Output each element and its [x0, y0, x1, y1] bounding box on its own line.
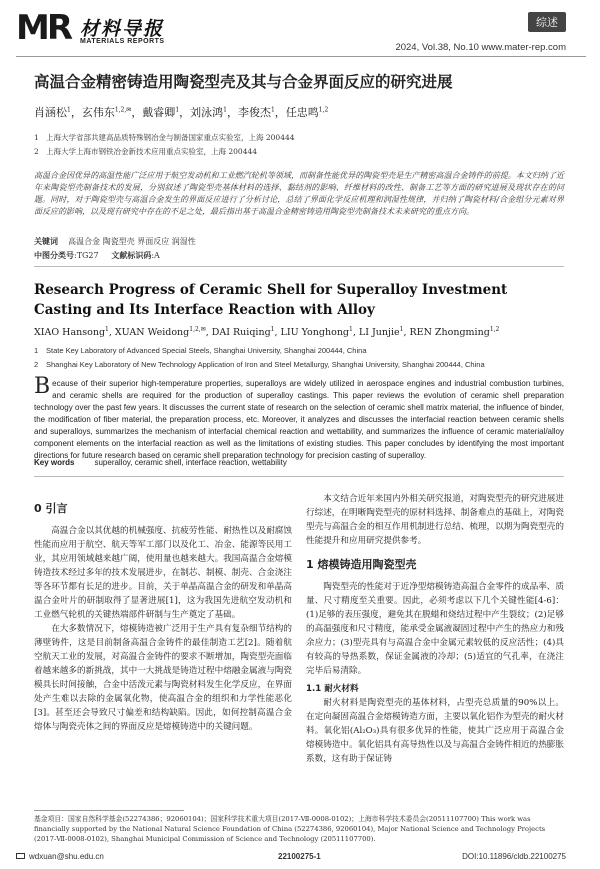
section-heading: 1 熔模铸造用陶瓷型壳: [306, 558, 417, 571]
page-title-en: Research Progress of Ceramic Shell for Superalloy Investment Casting and Its Interface Reaction with Alloy: [34, 282, 508, 318]
author-list-en: XIAO Hansong$^1$, XUAN Weidong$^{1,2,✉}$, DAI Ruiqing$^1$, LIU Yonghong$^1$, LI Junjie$^1$, REN Zhongming$^{1,2}$: [34, 326, 500, 339]
footnote-divider: [34, 810, 184, 811]
envelope-icon: [16, 853, 25, 859]
affiliation-cn-2: 2 上海大学上海市钢铁冶金新技术应用重点实验室，上海 200444: [34, 147, 258, 156]
divider: [34, 476, 564, 477]
journal-logo: [16, 8, 276, 52]
abstract-cn: 高温合金因优异的高温性能广泛应用于航空发动机和工业燃汽轮机等领域，而制备性能优异的陶瓷型壳是生产精密高温合金铸件的前提。本文归纳了近年来陶瓷型壳制备技术的发展，分别叙述了陶瓷型壳基体材料的选择、黏结剂的影响、纤维材料的改性、制备工艺等方面的研究进展及现状存在的问题。同时，对于陶瓷型壳与高温合金发生的界面反应进行了分析讨论，总结了界面化学反应机理和润湿性规律，并归纳了陶瓷材料/合金组分元素对界面反应的影响，以及现有研究中存在的不足之处，最后指出基于高温合金精密铸造用陶瓷型壳制备技术未来研究的重点方向。: [34, 171, 564, 216]
paragraph: 本文结合近年来国内外相关研究报道，对陶瓷型壳的研究进展进行综述，在明晰陶瓷型壳的原材料选择、制备难点的基础上，对陶瓷型壳与高温合金的相互作用机制进行总结、梳理，以期为陶瓷型壳的性能提升和应用研究提供参考。: [306, 494, 564, 546]
affiliation-en-2: 2 Shanghai Key Laboratory of New Technology Application of Iron and Steel Metallurgy, Shanghai University, Shanghai 200444, China: [34, 360, 485, 369]
subsection-heading: 1.1 耐火材料: [306, 684, 359, 694]
paragraph: 耐火材料是陶瓷型壳的基体材料，占型壳总质量的90%以上。在定向凝固高温合金熔模铸造方面，主要以氧化铝作为型壳的耐火材料。氧化铝(Al₂O₃)具有很多优异的性能，使其广泛应用于高温合金熔模铸造中。氧化铝具有高导热性以及与高温合金铸件相近的热膨胀系数，这有助于保证铸: [306, 698, 564, 764]
divider: [34, 266, 564, 267]
journal-name-cn: 材料导报: [80, 18, 165, 40]
journal-name-en: MATERIALS REPORTS: [80, 38, 165, 45]
drop-cap: B: [34, 374, 51, 399]
section-badge: 综述: [528, 12, 566, 32]
page-number: 22100275-1: [278, 852, 321, 861]
paragraph: 高温合金以其优越的机械强度、抗疲劳性能、耐热性以及耐腐蚀性能而应用于航空、航天等军工部门以及化工、冶金、能源等民用工业，其应用领域越来越广阔，使用量也越来越大。我国高温合金熔模铸造技术经过多年的技术发展进步，在制芯、制模、制壳、合金浇注等各环节都有长足的进步。目前，关于单晶高温合金的研发和单晶高温合金叶片的研制取得了显著进展[1]，这为我国先进航空发动机和工业燃气轮机的关键热端部件研制与生产奠定了基础。: [34, 526, 292, 620]
paragraph: 陶瓷型壳的性能对于近净型熔模铸造高温合金零件的成品率、质量、尺寸精度至关重要。因此，必须考虑以下几个关键性能[4-6]：(1)足够的表压强度，避免其在脱蜡和烧结过程中产生裂纹；(2)足够的高温强度和尺寸精度，能承受金属液凝固过程中产生的热应力和残余应力；(3)型壳具有与高温合金中金属元素较低的反应活性；(4)具有较高的导热系数，保证金属液的冷却；(5)适宜的气孔率，在浇注完毕后易清除。: [306, 582, 564, 676]
keywords-cn: 关键词 高温合金 陶瓷型壳 界面反应 润湿性: [34, 236, 196, 246]
corresponding-email[interactable]: wdxuan@shu.edu.cn: [16, 852, 104, 861]
page-title-cn: 高温合金精密铸造用陶瓷型壳及其与合金界面反应的研究进展: [34, 73, 453, 91]
paragraph: 在大多数情况下，熔模铸造被广泛用于生产具有复杂细节结构的薄壁铸件，这是目前制备高温合金铸件的最佳制造工艺[2]。随着航空航天工业的发展，对高温合金铸件的要求不断增加，陶瓷型壳面临着越来越多的新挑战，其中一大挑战是铸造过程中熔融金属液与陶瓷模具长时间接触，合金中活泼元素与陶瓷材料发生化学反应，在界面处产生难以去除的金属氧化物，使高温合金的组织和力学性能恶化[3]。甚至还会导致尺寸偏差和结构缺陷。因此，如何控制高温合金熔体与陶瓷壳体之间的界面反应是熔模铸造中的关键问题。: [34, 624, 292, 732]
header-divider: [16, 56, 586, 57]
affiliation-en-1: 1 State Key Laboratory of Advanced Special Steels, Shanghai University, Shanghai 200444, China: [34, 346, 367, 355]
abstract-en: Because of their superior high-temperature properties, superalloys are widely utilized in aerospace engines and industrial combustion turbines, and ceramic shells are required for the production of superalloy castings. This paper reviews the evolution of ceramic shell preparation technology over the past few years. It discusses the current state of research on the selection of ceramic shell matrix material, the influence of binder, the modification of fiber material, the preparation process, etc. Moreover, it analyzes and discusses the interfacial reaction between ceramic shells and superalloys, summarizes the mechanism of interfacial chemical reaction and wettability, and summarizes the influence of ceramic material/alloy component elements on the interfacial reaction as well as the limitations of existing studies. This paper concludes by identifying the most important directions for future research based on ceramic shell preparation technology for precision casting of superalloy.: [34, 374, 564, 460]
body-column-right: [306, 492, 564, 766]
classification-cn: 中图分类号:TG27 文献标识码:A: [34, 250, 160, 260]
body-column-left: [34, 492, 292, 734]
issue-info: 2024, Vol.38, No.10 www.mater-rep.com: [395, 42, 566, 53]
author-list-cn: 肖涵松$^1$，玄伟东$^{1,2,✉}$，戴睿卿$^1$，刘泳鸿$^1$，李俊杰$^1$，任忠鸣$^{1,2}$: [34, 106, 329, 119]
doi[interactable]: DOI:10.11896/cldb.22100275: [462, 852, 566, 861]
affiliation-cn-1: 1 上海大学省部共建高品质特殊钢冶金与制备国家重点实验室，上海 200444: [34, 133, 295, 142]
section-heading: 0 引言: [34, 502, 68, 515]
logo-mark: MR: [16, 8, 71, 48]
journal-header: [16, 8, 586, 56]
funding-footnote: 基金项目：国家自然科学基金(52274386；92060104)；国家科学技术重大项目(2017-Ⅶ-0008-0102)；上海市科学技术委员会(20511107700) This work was financially supported by the National Natural Science Foundation of China (52274386, 92060104), Major National Science and Technology Projects (2017-Ⅶ-0008-0102), Shanghai Municipal Commission of Science and Technology (20511107700).: [34, 815, 546, 843]
keywords-en: Key words superalloy, ceramic shell, interface reaction, wettability: [34, 458, 287, 467]
